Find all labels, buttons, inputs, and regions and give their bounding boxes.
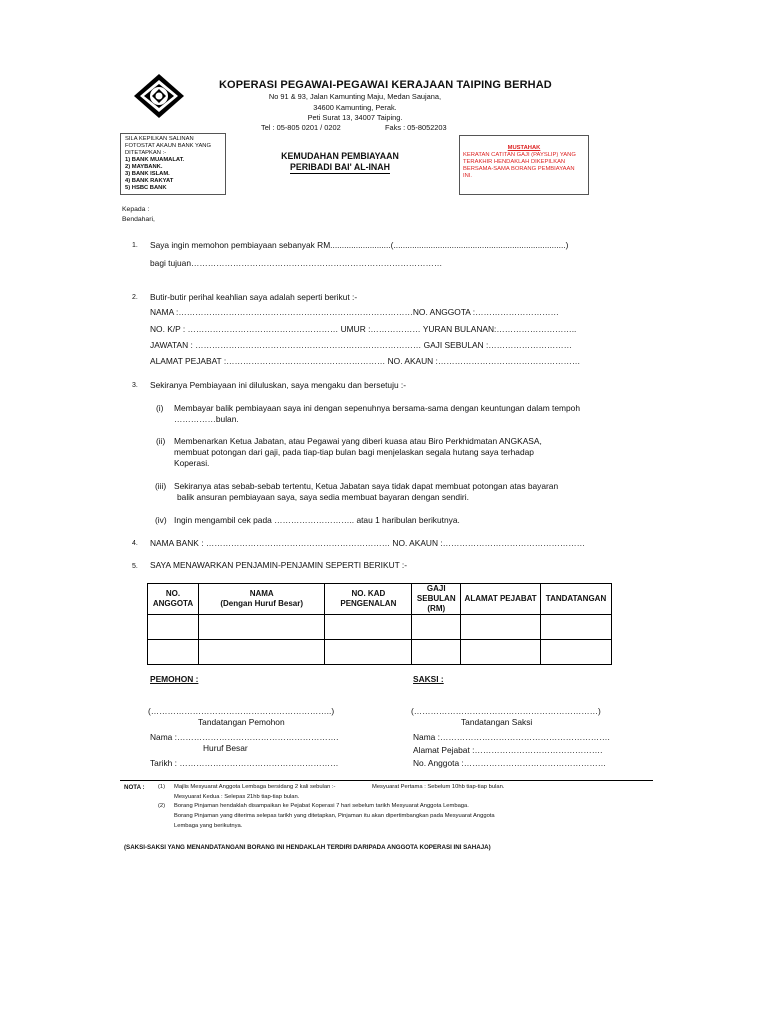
nota-1-label: (1) [158, 784, 166, 790]
kepada-label: Kepada : [122, 206, 150, 213]
address-block [230, 92, 480, 124]
amount-field[interactable]: Saya ingin memohon pembiayaan sebanyak RM..........................(..........................................................................) [150, 240, 569, 250]
pemohon-heading: PEMOHON : [150, 674, 199, 684]
notice-line-1: SILA KEPILKAN SALINAN [125, 136, 194, 142]
section-2-number: 2. [132, 294, 138, 301]
nota-2-line-b: Borang Pinjaman yang diterima selepas tarikh yang ditetapkan, Pinjaman itu akan dipertimbangkan pada Mesyuarat Anggota [174, 813, 495, 819]
purpose-field[interactable]: bagi tujuan……………………………………………………………………………… [150, 258, 443, 268]
mustahak-box [459, 135, 589, 195]
pemohon-huruf-besar: Huruf Besar [203, 743, 248, 753]
cell-no-kad[interactable] [325, 615, 412, 640]
saksi-signature-field[interactable]: (…………………………………………………………) [411, 706, 601, 716]
nota-1-line-b: Mesyuarat Pertama : Sebelum 10hb tiap-tiap bulan. [372, 784, 505, 790]
nota-2-label: (2) [158, 803, 166, 809]
cell-gaji[interactable] [412, 615, 461, 640]
header-nama: NAMA (Dengan Huruf Besar) [198, 584, 325, 615]
header-gaji: GAJI SEBULAN (RM) [412, 584, 461, 615]
section-1-number: 1. [132, 242, 138, 249]
clause-ii-line-2: membuat potongan dari gaji, pada tiap-tiap bulan bagi menjelaskan segala hutang saya terhadap [174, 447, 534, 457]
bank-2: 2) MAYBANK. [125, 164, 163, 170]
clause-ii-label: (ii) [156, 436, 166, 446]
bank-5: 5) HSBC BANK [125, 185, 167, 191]
clause-ii-line-3: Koperasi. [174, 458, 210, 468]
address-line-1: No 91 & 93, Jalan Kamunting Maju, Medan Saujana, [268, 92, 442, 101]
saksi-heading: SAKSI : [413, 674, 444, 684]
header-no-anggota: NO. ANGGOTA [148, 584, 199, 615]
saksi-nama-field[interactable]: Nama :……………………………………………………. [413, 732, 610, 742]
section-3-number: 3. [132, 382, 138, 389]
saksi-alamat-field[interactable]: Alamat Pejabat :………………………………………. [413, 745, 603, 755]
pemohon-nama-field[interactable]: Nama :…………………………………………………. [150, 732, 339, 742]
form-title [280, 151, 400, 174]
footer-note: (SAKSI-SAKSI YANG MENANDATANGANI BORANG INI HENDAKLAH TERDIRI DARIPADA ANGGOTA KOPERASI INI SAHAJA) [124, 844, 491, 851]
form-title-line-1: KEMUDAHAN PEMBIAYAAN [281, 151, 399, 161]
section-5-heading: SAYA MENAWARKAN PENJAMIN-PENJAMIN SEPERTI BERIKUT :- [150, 560, 408, 570]
nokp-umur-yuran-field[interactable]: NO. K/P : ……………………………………………… UMUR :……………… YURAN BULANAN:……………………….. [150, 324, 577, 334]
cell-no-anggota[interactable] [148, 640, 199, 665]
nota-1-line-a: Majlis Mesyuarat Anggota Lembaga bersidang 2 kali sebulan :- [174, 784, 336, 790]
cell-nama[interactable] [198, 615, 325, 640]
bendahari-label: Bendahari, [122, 216, 155, 223]
divider [120, 780, 653, 781]
jawatan-gaji-field[interactable]: JAWATAN : ……………………………………………………………………… GAJI SEBULAN :………………………… [150, 340, 573, 350]
saksi-signature-label: Tandatangan Saksi [461, 717, 533, 727]
clause-iii-line-2: balik ansuran pembiayaan saya, saya sedia membuat bayaran dengan sendiri. [177, 492, 469, 502]
mustahak-line-3: BERSAMA-SAMA BORANG PEMBIAYAAN [463, 166, 575, 172]
clause-ii-line-1: Membenarkan Ketua Jabatan, atau Pegawai yang diberi kuasa atau Biro Perkhidmatan ANGKASA, [174, 436, 542, 446]
clause-i-line-2[interactable]: ……………bulan. [174, 414, 239, 424]
bank-1: 1) BANK MUAMALAT. [125, 157, 185, 163]
bank-account-notice-box [120, 133, 226, 195]
koperasi-logo [132, 72, 186, 120]
address-line-2: 34600 Kamunting, Perak. [313, 102, 397, 112]
cell-tandatangan[interactable] [541, 640, 612, 665]
cell-nama[interactable] [198, 640, 325, 665]
guarantor-table [147, 583, 612, 665]
section-4-number: 4. [132, 540, 138, 547]
cell-no-kad[interactable] [325, 640, 412, 665]
address-line-3: Peti Surat 13, 34007 Taiping. [307, 113, 403, 123]
pemohon-tarikh-field[interactable]: Tarikh : ………………………………………………… [150, 758, 339, 768]
section-2-intro: Butir-butir perihal keahlian saya adalah seperti berikut :- [150, 292, 358, 302]
table-row [148, 615, 612, 640]
telephone: Tel : 05-805 0201 / 0202 [261, 123, 341, 132]
cell-no-anggota[interactable] [148, 615, 199, 640]
clause-iii-label: (iii) [155, 481, 167, 491]
table-row [148, 640, 612, 665]
table-header-row [148, 584, 612, 615]
form-title-line-2: PERIBADI BAI' AL-INAH [290, 162, 390, 172]
nota-1-line-c: Mesyuarat Kedua : Selepas 21hb tiap-tiap bulan. [174, 794, 300, 800]
mustahak-line-4: INI. [463, 173, 473, 179]
pemohon-signature-label: Tandatangan Pemohon [198, 717, 285, 727]
clause-i-label: (i) [156, 403, 164, 413]
cell-gaji[interactable] [412, 640, 461, 665]
fax: Faks : 05-8052203 [385, 123, 447, 132]
nota-label: NOTA : [124, 784, 145, 791]
cell-alamat[interactable] [461, 640, 541, 665]
pemohon-signature-field[interactable]: (………………………………………………………..) [148, 706, 335, 716]
clause-iii-line-1: Sekiranya atas sebab-sebab tertentu, Ketua Jabatan saya tidak dapat membuat potongan atas bayaran [174, 481, 559, 491]
nota-2-line-a: Borang Pinjaman hendaklah disampaikan ke Pejabat Koperasi 7 hari sebelum tarikh Mesyuarat Anggota Lembaga. [174, 803, 469, 809]
nota-2-line-c: Lembaga yang berikutnya. [174, 823, 243, 829]
cell-alamat[interactable] [461, 615, 541, 640]
bank-4: 4) BANK RAKYAT [125, 178, 174, 184]
section-5-number: 5. [132, 563, 138, 570]
nama-anggota-field[interactable]: NAMA :…………………………………………………………………………NO. ANGGOTA :………………………… [150, 307, 559, 317]
bank-3: 3) BANK ISLAM. [125, 171, 170, 177]
mustahak-line-1: KERATAN CATITAN GAJI (PAYSLIP) YANG [463, 152, 576, 158]
cell-tandatangan[interactable] [541, 615, 612, 640]
alamat-akaun-field[interactable]: ALAMAT PEJABAT :………………………………………………… NO. AKAUN :…………………………………………… [150, 356, 581, 366]
section-3-intro: Sekiranya Pembiayaan ini diluluskan, saya mengaku dan bersetuju :- [150, 380, 407, 390]
clause-i-line-1: Membayar balik pembiayaan saya ini dengan sepenuhnya bersama-sama dengan keuntungan dalam tempoh [174, 403, 580, 413]
org-name: KOPERASI PEGAWAI-PEGAWAI KERAJAAN TAIPING BERHAD [219, 79, 552, 91]
clause-iv-label: (iv) [155, 515, 167, 525]
header-alamat-pejabat: ALAMAT PEJABAT [461, 584, 541, 615]
mustahak-line-2: TERAKHIR HENDAKLAH DIKEPILKAN [463, 159, 566, 165]
notice-line-3: DITETAPKAN :- [125, 150, 167, 156]
header-no-kad: NO. KAD PENGENALAN [325, 584, 412, 615]
mustahak-title: MUSTAHAK [507, 145, 541, 151]
header-tandatangan: TANDATANGAN [541, 584, 612, 615]
notice-line-2: FOTOSTAT AKAUN BANK YANG [125, 143, 212, 149]
cheque-date-field[interactable]: Ingin mengambil cek pada ……………………….. atau 1 haribulan berikutnya. [174, 515, 460, 525]
bank-account-field[interactable]: NAMA BANK : ………………………………………………………… NO. AKAUN :…………………………………………… [150, 538, 586, 548]
saksi-anggota-field[interactable]: No. Anggota :…………………………………………… [413, 758, 607, 768]
